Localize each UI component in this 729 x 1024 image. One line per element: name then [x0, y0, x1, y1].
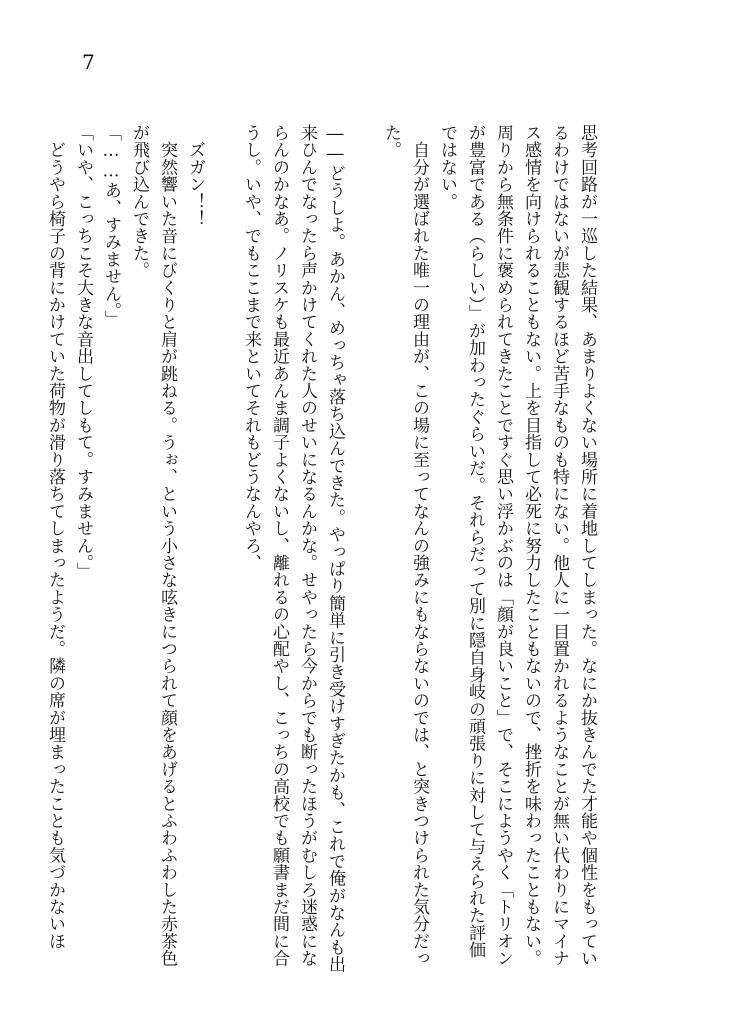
paragraph: 自分が選ばれた唯一の理由が、この場に至ってなんの強みにもならないのでは、と突きつけられた気分だった。 [381, 124, 429, 967]
body-text [45, 124, 601, 974]
paragraph: ――どうしよ。あかん、めっちゃ落ち込んできた。やっぱり簡単に引き受けすぎたかも、これで俺がなんも出来ひんでなったら声かけてくれた人のせいになるんかな。せやったら今からでも断ったほうがむしろ迷惑にならんのかなあ。ノリスケも最近あんま調子よくないし、離れるの心配やし、こっちの高校でも願書まだ間に合うし。いや、でもここまで来といてそれもどうなんやろ、 [241, 124, 345, 973]
paragraph: 突然響いた音にびくりと肩が跳ねる。うぉ、という小さな呟きにつられて顔をあげるとふわふわした赤茶色が飛び込んできた。 [129, 124, 177, 967]
paragraph: 「いや、こっちこそ大きな音出してしもて。すみません。」 [73, 124, 93, 580]
paragraph: どうやら椅子の背にかけていた荷物が滑り落ちてしまったようだ。隣の席が埋まったことも気づかないほ [45, 124, 65, 950]
paragraph: 「……あ、すみません。」 [101, 124, 121, 328]
blank-line [349, 124, 377, 974]
blank-line [209, 124, 237, 974]
paragraph: ズガン！！ [185, 124, 205, 228]
page-number: 7 [82, 50, 95, 74]
paragraph: 思考回路が一巡した結果、あまりよくない場所に着地してしまった。なにか抜きんでた才能や個性をもっているわけではないが悲観するほど苦手なものも特にない。他人に一目置かれるようなことが無い代わりにマイナス感情を向けられることもない。上を目指して必死に努力したこともないので、挫折を味わったこともない。周りから無条件に褒められてきたことですぐ思い浮かぶのは「顔が良いこと」で、そこにようやく「トリオンが豊富である（らしい）」が加わったぐらいだ。それらだって別に隠自身岐の頑張りに対して与えられた評価ではない。 [437, 124, 597, 967]
